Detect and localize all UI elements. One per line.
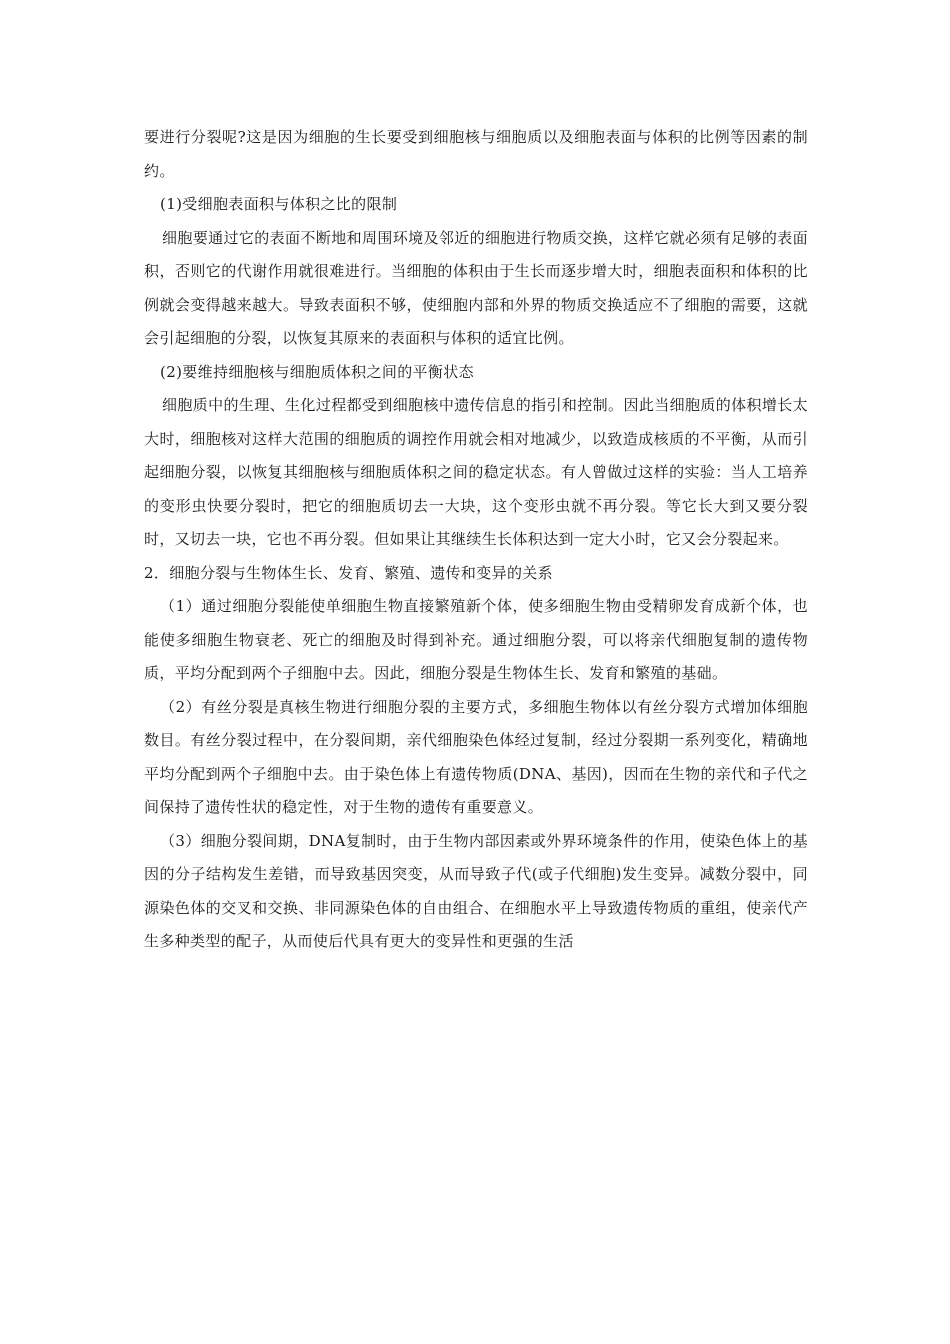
- paragraph-surface-volume: 细胞要通过它的表面不断地和周围环境及邻近的细胞进行物质交换，这样它就必须有足够的表面积，否则它的代谢作用就很难进行。当细胞的体积由于生长而逐步增大时，细胞表面积和体积的比例就会变得越来越大。导致表面积不够，使细胞内部和外界的物质交换适应不了细胞的需要，这就会引起细胞的分裂，以恢复其原来的表面积与体积的适宜比例。: [144, 228, 808, 347]
- paragraph-nucleus-cytoplasm: 细胞质中的生理、生化过程都受到细胞核中遗传信息的指引和控制。因此当细胞质的体积增长太大时，细胞核对这样大范围的细胞质的调控作用就会相对地减少，以致造成核质的不平衡，从而引起细胞分裂，以恢复其细胞核与细胞质体积之间的稳定状态。有人曾做过这样的实验：当人工培养的变形虫快要分裂时，把它的细胞质切去一大块，这个变形虫就不再分裂。等它长大到又要分裂时，又切去一块，它也不再分裂。但如果让其继续生长体积达到一定大小时，它又会分裂起来。: [144, 396, 808, 548]
- paragraph-relation-1: （1）通过细胞分裂能使单细胞生物直接繁殖新个体，使多细胞生物由受精卵发育成新个体，也能使多细胞生物衰老、死亡的细胞及时得到补充。通过细胞分裂，可以将亲代细胞复制的遗传物质，平均分配到两个子细胞中去。因此，细胞分裂是生物体生长、发育和繁殖的基础。: [144, 597, 808, 682]
- subheading-surface-volume: (1)受细胞表面积与体积之比的限制: [160, 195, 398, 213]
- subheading-nucleus-cytoplasm: (2)要维持细胞核与细胞质体积之间的平衡状态: [160, 362, 474, 381]
- section-heading-2: 2．细胞分裂与生物体生长、发育、繁殖、遗传和变异的关系: [144, 563, 553, 582]
- paragraph-intro-continued: 要进行分裂呢?这是因为细胞的生长要受到细胞核与细胞质以及细胞表面与体积的比例等因素的制约。: [144, 128, 808, 180]
- paragraph-relation-3: （3）细胞分裂间期，DNA复制时，由于生物内部因素或外界环境条件的作用，使染色体上的基因的分子结构发生差错，而导致基因突变，从而导致子代(或子代细胞)发生变异。减数分裂中，同源染色体的交叉和交换、非同源染色体的自由组合、在细胞水平上导致遗传物质的重组，使亲代产生多种类型的配子，从而使后代具有更大的变异性和更强的生活: [144, 831, 808, 950]
- paragraph-relation-2: （2）有丝分裂是真核生物进行细胞分裂的主要方式，多细胞生物体以有丝分裂方式增加体细胞数目。有丝分裂过程中，在分裂间期，亲代细胞染色体经过复制，经过分裂期一系列变化，精确地平均分配到两个子细胞中去。由于染色体上有遗传物质(DNA、基因)，因而在生物的亲代和子代之间保持了遗传性状的稳定性，对于生物的遗传有重要意义。: [144, 697, 808, 816]
- document-body: [144, 121, 808, 959]
